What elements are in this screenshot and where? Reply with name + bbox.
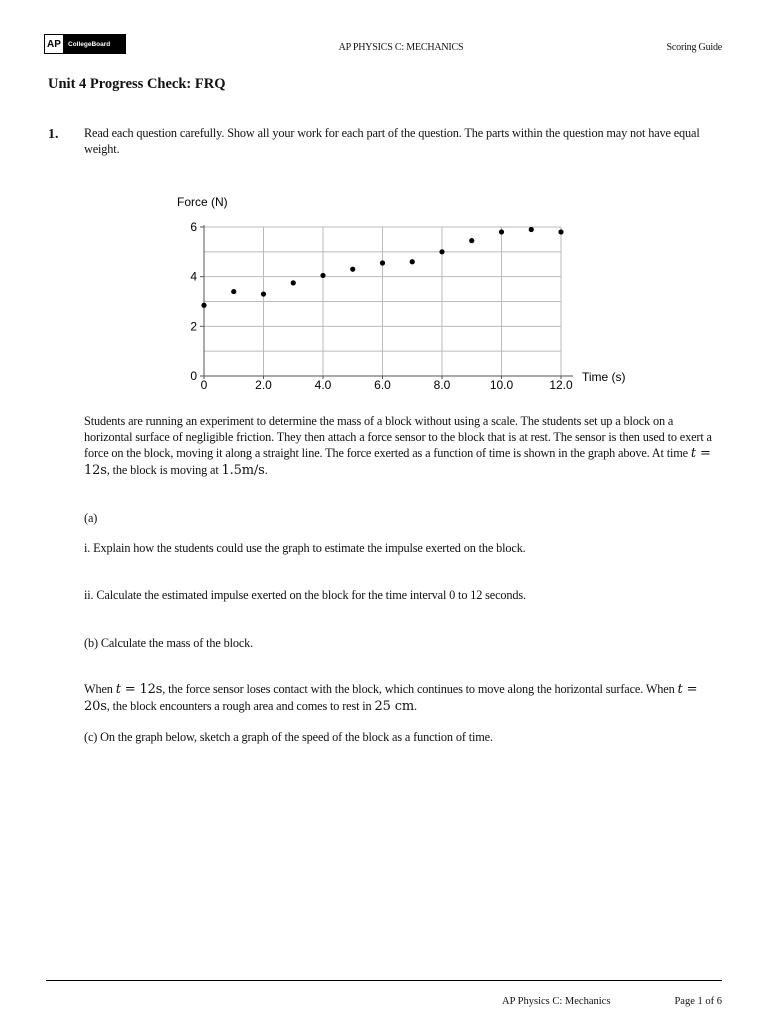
chart-grid	[204, 227, 561, 376]
chart-tick-labels	[190, 220, 573, 392]
footer-course: AP Physics C: Mechanics	[502, 996, 611, 1007]
data-point	[291, 280, 296, 285]
part-c: (c) On the graph below, sketch a graph of the speed of the block as a function of time.	[84, 730, 493, 744]
y-tick-label: 2	[190, 319, 197, 334]
data-point	[350, 267, 355, 272]
chart-ylabel: Force (N)	[177, 195, 228, 209]
y-tick-label: 6	[190, 220, 197, 234]
data-point	[320, 273, 325, 278]
force-time-chart	[160, 188, 640, 398]
footer-divider	[46, 980, 722, 981]
question-number: 1.	[48, 127, 59, 142]
data-point	[499, 229, 504, 234]
collegeboard-logo-text: CollegeBoard	[64, 35, 125, 53]
passage-text-2: , the block is moving at	[106, 463, 222, 477]
y-tick-label: 0	[190, 369, 197, 383]
x-tick-label: 4.0	[314, 378, 332, 392]
math-t-1: t	[115, 682, 121, 697]
part-a-label: (a)	[84, 511, 98, 525]
passage-text-1: Students are running an experiment to determine the mass of a block without using a scale. The students set up a block on a horizontal surface of negligible friction. They then attach a force sensor to the block that is at rest. The sensor is then used to exert a force on the block, moving it along a straight line. The force exerted as a function of time is shown in the graph above. At time	[84, 414, 712, 460]
footer-page-number: Page 1 of 6	[674, 996, 722, 1007]
math-t: t	[690, 446, 696, 461]
x-tick-label: 6.0	[374, 378, 391, 392]
data-point	[529, 227, 534, 232]
data-point	[410, 259, 415, 264]
data-point	[439, 249, 444, 254]
math-eq-20s: = 20s	[84, 682, 698, 714]
ap-logo-mark: AP	[45, 35, 64, 53]
chart-xlabel: Time (s)	[582, 370, 626, 384]
cont-text-3: , the block encounters a rough area and comes to rest in	[106, 699, 375, 713]
math-25cm: 25 cm	[374, 699, 415, 714]
cont-text-2: , the force sensor loses contact with the block, which continues to move along the horizontal surface. When	[162, 682, 678, 696]
data-point	[380, 260, 385, 265]
math-eq-12s: = 12s	[84, 446, 711, 478]
math-velocity: 1.5m/s	[221, 463, 265, 478]
data-point	[201, 303, 206, 308]
part-a-ii: ii. Calculate the estimated impulse exerted on the block for the time interval 0 to 12 seconds.	[84, 588, 526, 602]
part-a-i: i. Explain how the students could use the graph to estimate the impulse exerted on the block.	[84, 541, 526, 555]
y-tick-label: 4	[190, 269, 197, 284]
header-scoring-guide: Scoring Guide	[666, 42, 722, 53]
continuation-paragraph	[84, 681, 724, 715]
math-t-2: t	[677, 682, 683, 697]
math-eq-12s-2: = 12s	[120, 682, 163, 697]
x-tick-label: 0	[200, 378, 208, 392]
header-course-title: AP PHYSICS C: MECHANICS	[338, 42, 464, 53]
cont-text-4: .	[414, 699, 417, 713]
passage-text-3: .	[264, 463, 268, 477]
x-tick-label: 8.0	[433, 378, 451, 392]
question-instructions: Read each question carefully. Show all your work for each part of the question. The parts within the question may not have equal weight.	[84, 126, 700, 156]
part-b: (b) Calculate the mass of the block.	[84, 636, 254, 650]
data-point	[261, 291, 266, 296]
data-point	[558, 229, 563, 234]
data-point	[231, 289, 236, 294]
cont-text-1: When	[84, 682, 116, 696]
x-tick-label: 10.0	[489, 378, 514, 392]
experiment-description	[84, 413, 724, 479]
page-title: Unit 4 Progress Check: FRQ	[48, 76, 226, 92]
data-point	[469, 238, 474, 243]
x-tick-label: 2.0	[255, 378, 272, 392]
x-tick-label: 12.0	[549, 378, 573, 392]
